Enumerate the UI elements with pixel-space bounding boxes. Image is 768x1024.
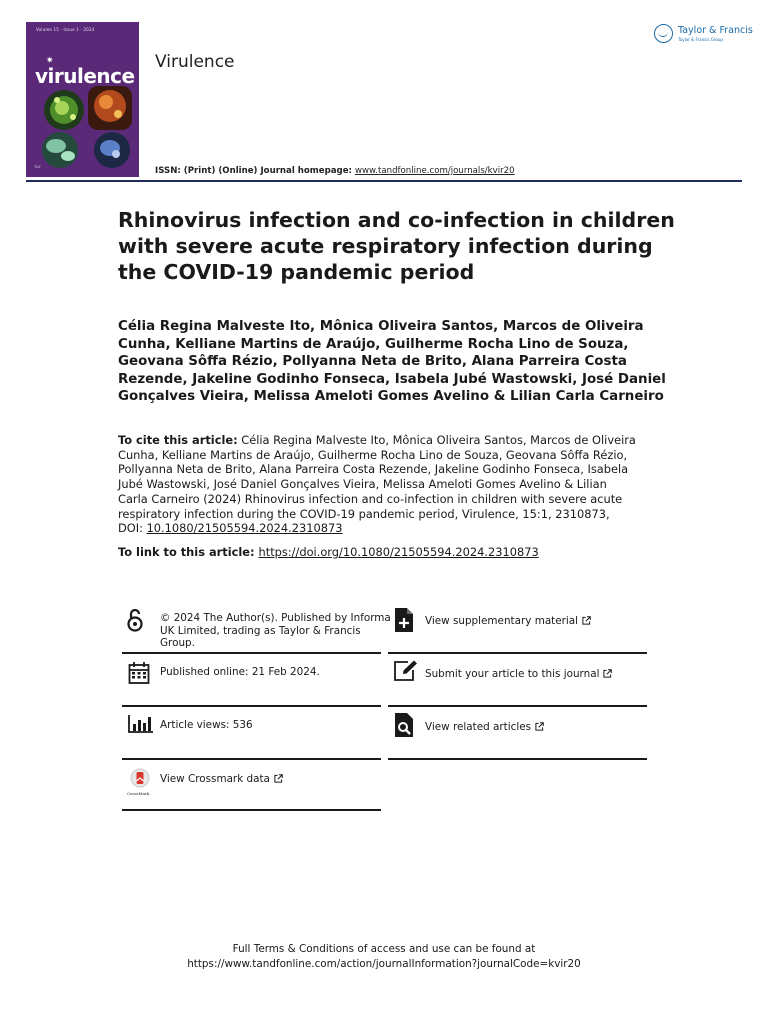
- external-link-icon: [274, 774, 283, 783]
- article-views-text: Article views: 536: [160, 719, 253, 731]
- submit-article-text: Submit your article to this journal: [425, 668, 600, 680]
- article-title: Rhinovirus infection and co-infection in children with severe acute respiratory infection during the COVID-19 pandemic period: [118, 208, 675, 284]
- divider: [122, 705, 381, 707]
- divider: [122, 758, 381, 760]
- divider: [122, 809, 381, 811]
- divider: [388, 758, 647, 760]
- open-access-icon: [126, 609, 144, 633]
- journal-name: Virulence: [155, 52, 235, 72]
- published-date-text: Published online: 21 Feb 2024.: [160, 666, 320, 678]
- external-link-icon: [603, 669, 612, 678]
- external-link-icon: [535, 722, 544, 731]
- search-document-icon: [394, 713, 414, 737]
- issn-line: [155, 166, 515, 176]
- cover-artwork: [26, 22, 139, 177]
- journal-cover-image: [26, 22, 139, 177]
- divider: [388, 652, 647, 654]
- edit-icon: [394, 660, 418, 682]
- journal-homepage-link[interactable]: www.tandfonline.com/journals/kvir20: [354, 166, 515, 176]
- open-access-line-1: © 2024 The Author(s). Published by Informa: [160, 612, 391, 624]
- crossmark-logo-text: CrossMark: [127, 791, 150, 796]
- cite-label: To cite this article:: [118, 433, 238, 447]
- footer-line-1: Full Terms & Conditions of access and use can be found at: [232, 943, 536, 955]
- publisher-logo-text: Taylor & Francis: [678, 25, 753, 36]
- cite-text: Célia Regina Malveste Ito, Mônica Oliveira Santos, Marcos de Oliveira Cunha, Kelliane Martins de Araújo, Guilherme Rocha Lino de Souza, Geovana Sôffa Rézio, Pollyanna Neta de Brito, Alana Parreira Costa Rezende, Jakeline Godinho Fonseca, Isabela Jubé Wastowski, José Daniel Gonçalves Vieira, Melissa Ameloti Gomes Avelino & Lilian Carla Carneiro (2024) Rhinovirus infection and co-infection in children with severe acute respiratory infection during the COVID-19 pandemic period, Virulence, 15:1, 2310873, DOI:: [118, 433, 636, 536]
- bar-chart-icon: [128, 714, 154, 734]
- open-access-line-2: UK Limited, trading as Taylor & Francis: [160, 624, 361, 637]
- taylor-francis-logo[interactable]: [654, 22, 753, 48]
- cover-small-print: Volume 15 · Issue 1 · 2024: [36, 27, 95, 32]
- article-authors: Célia Regina Malveste Ito, Mônica Oliveira Santos, Marcos de Oliveira Cunha, Kelliane Martins de Araújo, Guilherme Rocha Lino de Souza, Geovana Sôffa Rézio, Pollyanna Neta de Brito, Alana Parreira Costa Rezende, Jakeline Godinho Fonseca, Isabela Jubé Wastowski, José Daniel Gonçalves Vieira, Melissa Ameloti Gomes Avelino & Lilian Carla Carneiro: [118, 319, 666, 404]
- publisher-logo-subtext: Taylor & Francis Group: [678, 37, 723, 42]
- cite-doi-link[interactable]: 10.1080/21505594.2024.2310873: [146, 521, 343, 536]
- cover-star-icon: ✷: [46, 56, 54, 66]
- link-label: To link to this article:: [118, 545, 259, 559]
- add-document-icon: [394, 608, 414, 632]
- taylor-francis-emblem-icon: [654, 24, 673, 43]
- terms-footer: [0, 942, 768, 972]
- divider: [388, 705, 647, 707]
- divider: [122, 652, 381, 654]
- article-link-line: [118, 545, 539, 559]
- cover-journal-word: virulence: [35, 64, 135, 88]
- header-divider: [26, 180, 742, 182]
- crossmark-text: View Crossmark data: [160, 773, 270, 785]
- related-articles-text: View related articles: [425, 721, 532, 733]
- footer-journal-info-link[interactable]: https://www.tandfonline.com/action/journalInformation?journalCode=kvir20: [187, 958, 581, 970]
- cover-publisher-mark: T&F: [34, 165, 41, 169]
- issn-text: ISSN: (Print) (Online) Journal homepage:: [155, 166, 355, 176]
- external-link-icon: [582, 616, 591, 625]
- citation-block: [118, 433, 638, 536]
- open-access-line-3: Group.: [160, 637, 195, 649]
- calendar-icon: [128, 661, 150, 685]
- supplementary-text: View supplementary material: [425, 615, 579, 627]
- article-doi-link[interactable]: https://doi.org/10.1080/21505594.2024.2310873: [258, 545, 539, 559]
